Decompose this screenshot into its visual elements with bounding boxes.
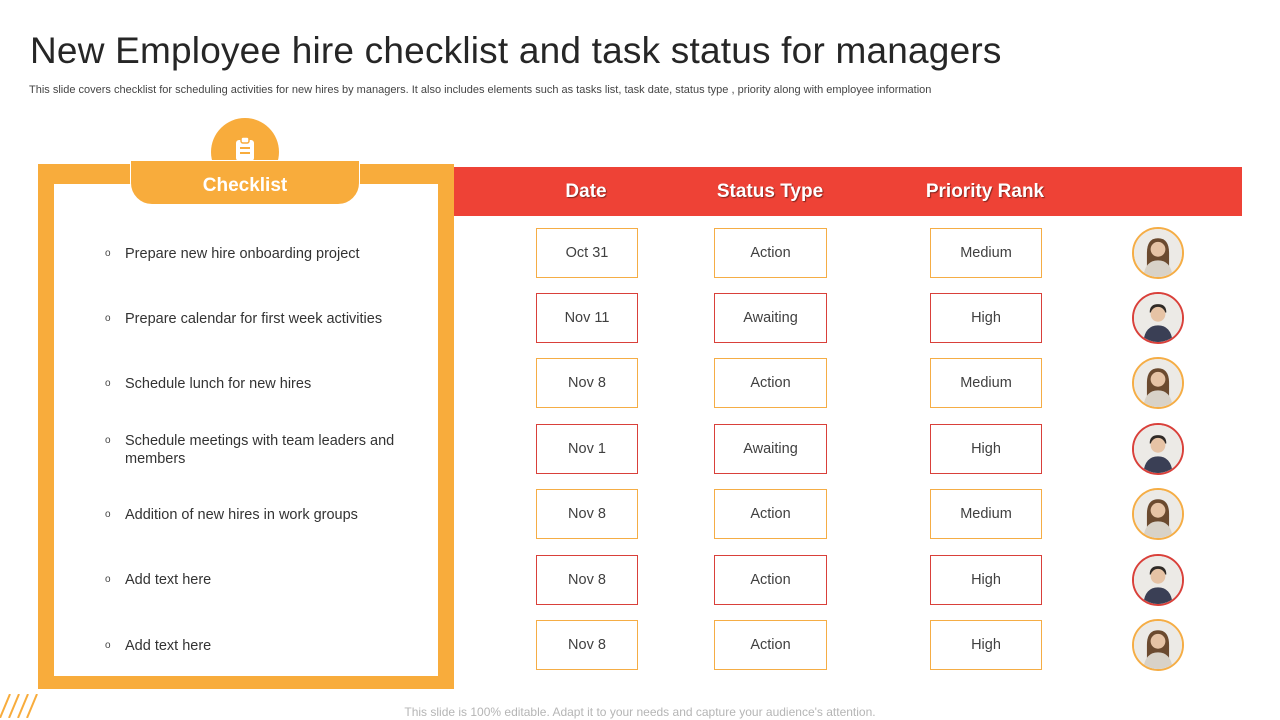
status-cell: Awaiting <box>714 424 827 474</box>
page-title: New Employee hire checklist and task status for managers <box>30 30 1002 71</box>
date-cell: Nov 8 <box>536 620 638 670</box>
status-cell: Action <box>714 228 827 278</box>
man-avatar-icon <box>1132 423 1184 475</box>
checklist-item-text: Schedule meetings with team leaders and members <box>125 433 395 467</box>
woman-avatar-icon <box>1132 357 1184 409</box>
priority-cell: High <box>930 620 1042 670</box>
checklist-item-text: Addition of new hires in work groups <box>125 507 358 523</box>
date-cell: Nov 1 <box>536 424 638 474</box>
checklist-item <box>105 506 395 524</box>
bullet-icon: o <box>105 640 111 651</box>
date-cell: Nov 8 <box>536 555 638 605</box>
checklist-item <box>105 375 395 393</box>
checklist-item-text: Schedule lunch for new hires <box>125 376 312 392</box>
checklist-item <box>105 571 395 589</box>
bullet-icon: o <box>105 313 111 324</box>
woman-avatar-icon <box>1132 227 1184 279</box>
checklist-item-text: Prepare calendar for first week activities <box>125 311 383 327</box>
priority-cell: Medium <box>930 228 1042 278</box>
bullet-icon: o <box>105 574 111 585</box>
date-cell: Nov 11 <box>536 293 638 343</box>
priority-cell: Medium <box>930 358 1042 408</box>
priority-cell: High <box>930 555 1042 605</box>
checklist-item-text: Add text here <box>125 638 212 654</box>
status-cell: Action <box>714 620 827 670</box>
bullet-icon: o <box>105 509 111 520</box>
woman-avatar-icon <box>1132 619 1184 671</box>
checklist-heading: Checklist <box>202 175 288 196</box>
bullet-icon: o <box>105 435 111 446</box>
status-column-header: Status Type <box>716 181 824 202</box>
checklist-item-text: Prepare new hire onboarding project <box>125 246 360 262</box>
checklist-item <box>105 245 395 263</box>
checklist-panel <box>38 164 454 689</box>
footer-note: This slide is 100% editable. Adapt it to your needs and capture your audience's attention. <box>404 705 876 719</box>
priority-cell: High <box>930 293 1042 343</box>
checklist-item <box>105 637 395 655</box>
status-cell: Action <box>714 358 827 408</box>
status-cell: Awaiting <box>714 293 827 343</box>
priority-cell: High <box>930 424 1042 474</box>
man-avatar-icon <box>1132 554 1184 606</box>
page-subtitle: This slide covers checklist for scheduling activities for new hires by managers. It also includes elements such as tasks list, task date, status type , priority along with employee information <box>29 84 932 96</box>
status-cell: Action <box>714 555 827 605</box>
checklist-item <box>105 310 395 328</box>
bullet-icon: o <box>105 248 111 259</box>
bullet-icon: o <box>105 378 111 389</box>
date-cell: Oct 31 <box>536 228 638 278</box>
priority-cell: Medium <box>930 489 1042 539</box>
date-cell: Nov 8 <box>536 489 638 539</box>
status-cell: Action <box>714 489 827 539</box>
date-column-header: Date <box>565 181 607 202</box>
priority-column-header: Priority Rank <box>925 181 1045 202</box>
woman-avatar-icon <box>1132 488 1184 540</box>
man-avatar-icon <box>1132 292 1184 344</box>
clipboard-icon <box>231 135 259 163</box>
checklist-item-text: Add text here <box>125 572 212 588</box>
checklist-item <box>105 432 395 468</box>
date-cell: Nov 8 <box>536 358 638 408</box>
